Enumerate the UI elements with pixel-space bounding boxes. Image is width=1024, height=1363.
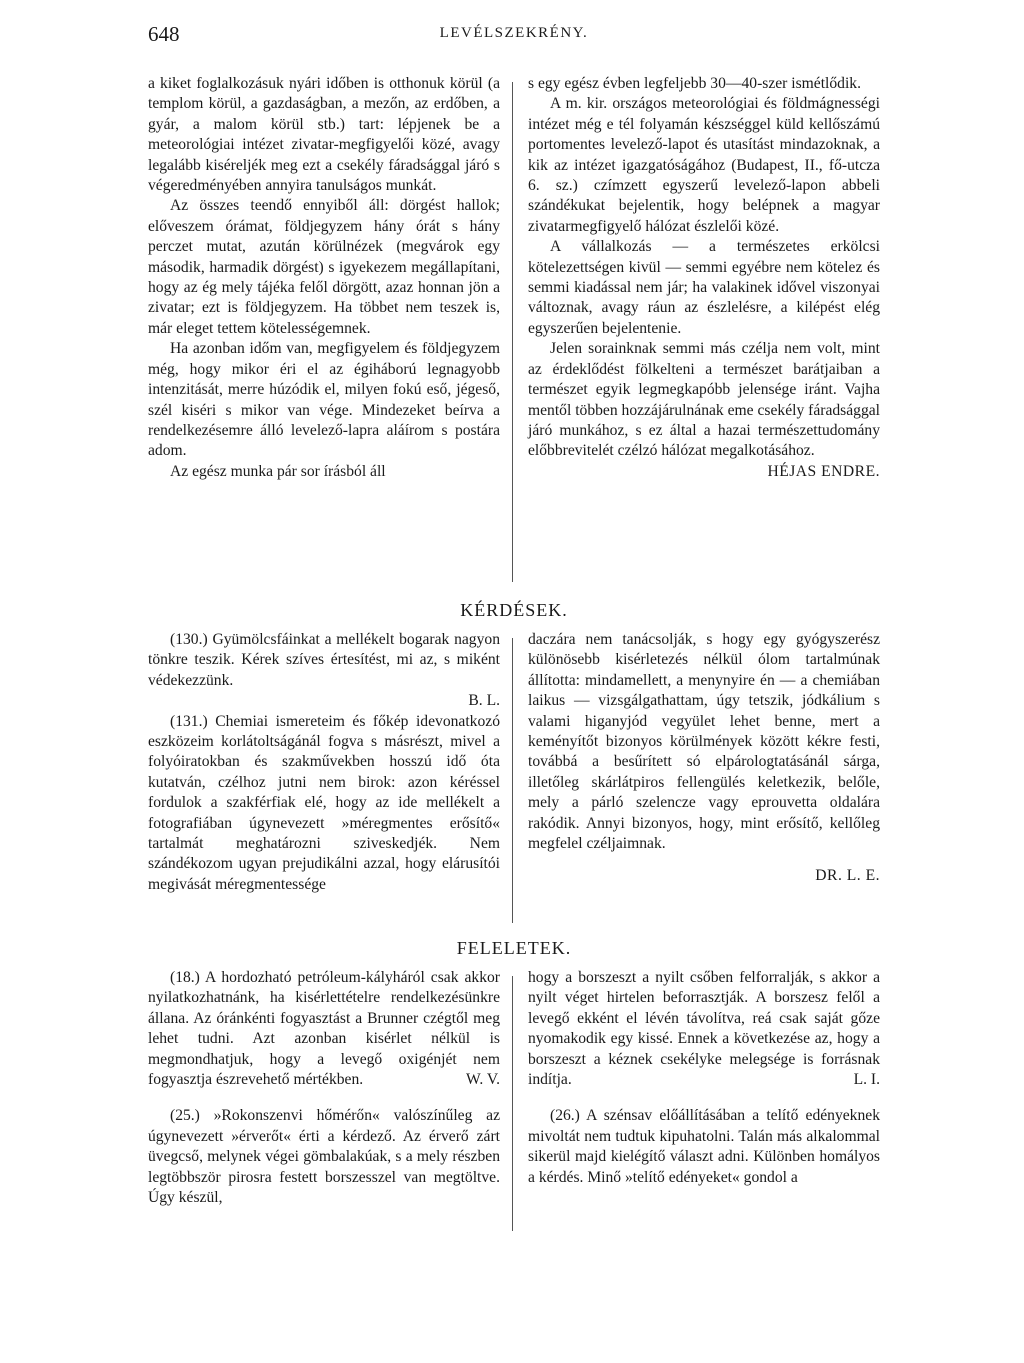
answers-right-column <box>528 968 880 1188</box>
question-signature: DR. L. E. <box>815 867 880 885</box>
page-number: 648 <box>148 22 180 46</box>
paragraph: (26.) A szénsav előállításában a telítő edényeknek mivoltát nem tudtuk kipuhatolni. Talán más alkalommal sikerül majd kielégítő választ adni. Különben homályos a kérdés. Minő »telítő edényeket« gondol a <box>528 1107 880 1186</box>
question-signature: B. L. <box>468 692 500 710</box>
questions-left-column <box>148 630 500 895</box>
article-signature: HÉJAS ENDRE. <box>767 462 880 480</box>
answer-text: (18.) A hordozható petróleum-kályháról csak akkor nyilatkozhatnánk, ha kisérlettételre rendelkezésünkre állana. Az óránkénti fogyasztást a Brunner czégtől meg lehet tudni. Azt azonban kisérlet nélkül is megmondhatjuk, hogy a levegő oxigénjét nem fogyasztja észrevehető mértékben. <box>148 969 500 1089</box>
page-header <box>148 22 880 52</box>
questions-section <box>148 630 880 930</box>
paragraph: A vállalkozás — a természetes erkölcsi kötelezettségen kivül — semmi egyébre nem kötelez és semmi kiadással nem jár; ha valakinek idővel viszonyai változnak, avagy ráun az észlelésre, a kilépést elég egyszerűen bejelentenie. <box>528 238 880 337</box>
answer-signature: L. I. <box>853 1071 880 1089</box>
paragraph: A m. kir. országos meteorológiai és földmágnességi intézet még e tél folyamán készséggel küld kellőszámú portomentes levelező-lapot és utasítást mindazoknak, a kik az intézet igazgatóságához (Budapest, II., fő-utcza 6. sz.) czímzett egyszerű levelező-lapon abbeli szándékukat bejelentik, hogy belépnek a magyar zivatarmegfigyelő hálózat észlelői közé. <box>528 95 880 235</box>
paragraph: (25.) »Rokonszenvi hőmérőn« valószínűleg az úgynevezett »érverőt« érti a kérdező. Az érverő zárt üvegcső, melynek végei gömbalakúak, s a mely részben legtöbbször pirosra festett borszesszel van megtöltve. Úgy készül, <box>148 1107 500 1207</box>
column-rule <box>512 638 513 923</box>
running-title: LEVÉLSZEKRÉNY. <box>439 25 589 41</box>
paragraph: (131.) Chemiai ismereteim és főkép idevonatkozó eszközeim korlátoltságánál fogva s másrészt, mivel a folyóiratokban és szakművekben hosszú idő óta kutatván, czélhoz jutni nem birok: azon kéréssel fordulok a szakférfiak elé, hogy az ide mellékelt a fotografiában úgynevezett »méregmentes erősítő« tartalmát meghatározni sziveskedjék. Nem szándékozom ugyan prejudikálni azzal, hogy elárusítói megivását méregmentessége <box>148 712 500 893</box>
article-left-column <box>148 74 500 482</box>
paragraph: Az egész munka pár sor írásból áll <box>170 462 386 480</box>
column-rule <box>512 976 513 1231</box>
paragraph: Ha azonban időm van, megfigyelem és földjegyzem még, hogy mikor éri el az égiháború legnagyobb intenzitását, merre húzódik el, milyen fokú eső, jégeső, szél kiséri s mikor van vége. Mindezeket beírva a rendelkezésemre álló levelező-lapra aláírom s postára adom. <box>148 340 500 460</box>
section-title-answers: FELELETEK. <box>456 938 572 958</box>
paragraph: Az összes teendő ennyiből áll: dörgést hallok; előveszem órámat, földjegyzem hány órát s hány perczet mutat, azután körülnézek (megvárok egy második, harmadik dörgést) s igyekezem megállapítani, hogy az ég mely tájéka felől dörgött, azaz honnan jön a zivatar; ezt is földjegyzem. Ha többet nem teszek is, már eleget tettem kötelességemnek. <box>148 197 500 337</box>
section-title-questions: KÉRDÉSEK. <box>460 600 568 620</box>
answers-left-column <box>148 968 500 1208</box>
questions-right-column <box>528 630 880 887</box>
paragraph: (130.) Gyümölcsfáinkat a mellékelt bogarak nagyon tönkre teszik. Kérek szíves értesítést, mi az, s miként védekezzünk. <box>148 631 500 689</box>
paragraph: daczára nem tanácsolják, s hogy egy gyógyszerész különösebb kisérletezés nélkül ólom tartalmúnak állította: mindamellett, a menynyire én — a chemiában laikus — vizsgálgathattam, úgy tetszik, jódkálium s valami higanyjód vegyület lehet benne, mert a keményítőt bizonyos körülmények között kékre festi, továbbá a besűrített só elpárologtatásánál sárga, illetőleg skárlátpiros fellengülés keletkezik, belőle, mely a párló szelencze vagy eprouvetta oldalára rakódik. Annyi bizonyos, hogy, mint erősítő, kellőleg megfelel czéljaimnak. <box>528 631 880 853</box>
article-right-column <box>528 74 880 482</box>
answer-text: hogy a borszeszt a nyilt csőben felforralják, s akkor a nyilt véget hirtelen beforrasztják. A borszesz felől a levegő ekként el lévén távolítva, reá csak saját gőze nyomakodik egy kissé. Ennek a következése az, hogy a borszeszt a kéznek csekélyke melegsége is forrásnak indítja. <box>528 969 880 1089</box>
paragraph: Jelen sorainknak semmi más czélja nem volt, mint az érdeklődést fölkelteni a természet barátjaiban a természet egyik legmegkapóbb jelensége iránt. Vajha mentől többen hozzájárulnának eme csekély fáradsággal járó munkához, s ez által a hazai természettudomány előbbrevitelét czélzó hálózat megalkotásához. <box>528 340 881 460</box>
answer-signature: W. V. <box>466 1071 500 1089</box>
paragraph <box>148 968 500 1090</box>
paragraph: a kiket foglalkozásuk nyári időben is otthonuk körül (a templom körül, a gazdaságban, a mezőn, az erdőben, a gyár, a malom körül stb.) tart: lépjenek be a meteorológiai intézet zivatar-megfigyelői közé, avagy legalább kiséreljék meg ezt a csekély fáradsággal járó s végeredményében annyira tanulságos munkát. <box>148 75 500 195</box>
article-section <box>148 74 880 594</box>
column-rule <box>512 82 513 582</box>
answers-section <box>148 968 880 1238</box>
paragraph <box>528 968 880 1090</box>
paragraph: s egy egész évben legfeljebb 30—40-szer ismétlődik. <box>528 75 861 92</box>
